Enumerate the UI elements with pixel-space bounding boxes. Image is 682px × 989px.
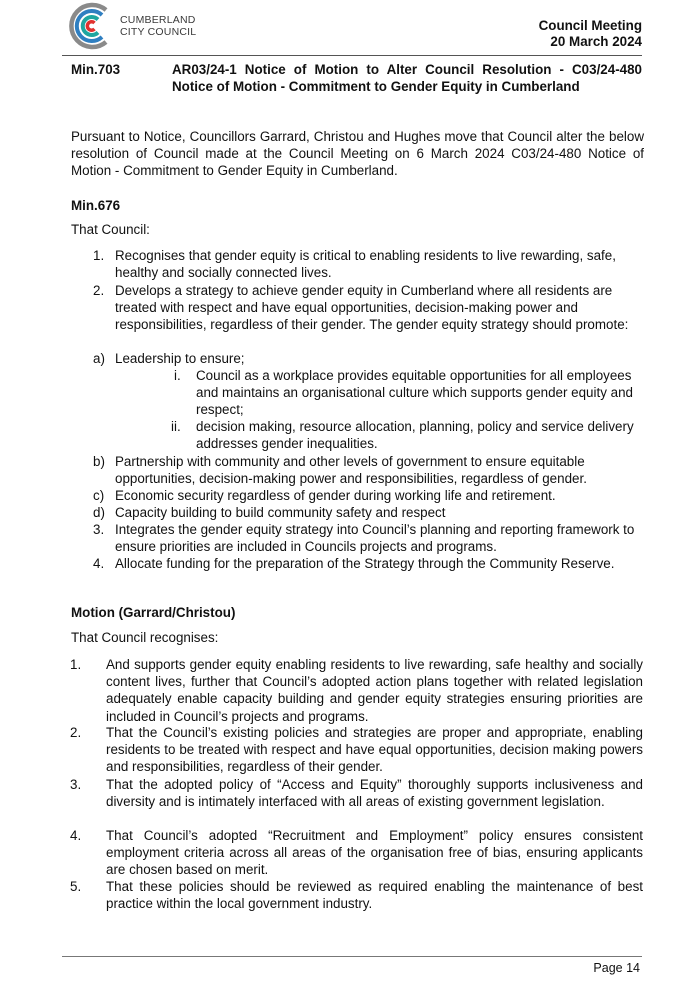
list-text: Capacity building to build community safety and respect: [115, 505, 446, 520]
list-marker: a): [93, 351, 105, 366]
minute-number: Min.703: [71, 62, 121, 77]
list-item: [70, 656, 643, 725]
list-marker: i.: [174, 368, 181, 383]
page-number: Page 14: [593, 961, 640, 975]
footer-divider: [62, 956, 642, 957]
list-marker: b): [93, 454, 105, 469]
list-item: [70, 827, 643, 879]
list-item: [70, 878, 643, 912]
list-text: Recognises that gender equity is critical to enabling residents to live rewarding, safe, healthy and socially connected lives.: [115, 248, 616, 281]
list-marker: ii.: [171, 419, 181, 434]
motion-lead: That Council recognises:: [71, 630, 219, 645]
list-marker: 2.: [70, 725, 82, 740]
list-text: Integrates the gender equity strategy into Council’s planning and reporting framework to ensure priorities are included in Councils projects and programs.: [115, 522, 635, 555]
minute-title: AR03/24-1 Notice of Motion to Alter Council Resolution - C03/24-480 Notice of Motion - Commitment to Gender Equity in Cumberland: [172, 62, 642, 95]
list-item: [93, 282, 645, 334]
list-item: [93, 555, 645, 572]
list-marker: d): [93, 505, 105, 520]
list-item: [70, 776, 643, 810]
list-item: [174, 367, 642, 419]
list-marker: 4.: [93, 556, 105, 571]
list-marker: 4.: [70, 828, 82, 843]
original-lead: That Council:: [71, 222, 150, 237]
list-item: [93, 504, 645, 521]
intro-paragraph: Pursuant to Notice, Councillors Garrard, Christou and Hughes move that Council alter the below resolution of Council made at the Council Meeting on 6 March 2024 C03/24-480 Notice of Motion - Commitment to Gender Equity in Cumberland.: [71, 129, 644, 179]
motion-heading: Motion (Garrard/Christou): [71, 605, 236, 620]
list-text: Leadership to ensure;: [115, 351, 245, 366]
list-text: Economic security regardless of gender during working life and retirement.: [115, 488, 556, 503]
list-text: Allocate funding for the preparation of the Strategy through the Community Reserve.: [115, 556, 615, 571]
list-marker: 3.: [70, 777, 82, 792]
list-text: decision making, resource allocation, planning, policy and service delivery addresses gender inequalities.: [196, 419, 634, 452]
org-name-line2: CITY COUNCIL: [120, 26, 197, 38]
list-text: That Council’s adopted “Recruitment and Employment” policy ensures consistent employment criteria across all areas of the organisation free of bias, ensuring applicants are chosen based on merit.: [106, 828, 643, 878]
list-text: Partnership with community and other levels of government to ensure equitable opportunities, decision-making power and responsibilities, regardless of gender.: [115, 454, 587, 487]
list-item: [93, 487, 645, 504]
list-text: That these policies should be reviewed as required enabling the maintenance of best practice within the local government industry.: [106, 879, 643, 912]
list-marker: 5.: [70, 879, 82, 894]
cumberland-logo-icon: [66, 0, 114, 52]
list-marker: 2.: [93, 283, 105, 298]
header-divider: [62, 55, 642, 56]
list-item: [93, 521, 645, 555]
meeting-name: Council Meeting: [538, 18, 642, 33]
list-text: Council as a workplace provides equitable opportunities for all employees and maintains an organisational culture which supports gender equity and respect;: [196, 368, 633, 418]
list-text: That the Council’s existing policies and strategies are proper and appropriate, enabling residents to be treated with respect and have equal opportunities, decision making powers and responsibilities, regardless of their gender.: [106, 725, 643, 775]
org-name: [120, 14, 196, 38]
list-marker: c): [93, 488, 105, 503]
meeting-date: 20 March 2024: [550, 34, 642, 49]
list-item: [171, 418, 642, 452]
org-name-line1: CUMBERLAND: [120, 14, 196, 26]
list-text: Develops a strategy to achieve gender equity in Cumberland where all residents are treated with respect and have equal opportunities, decision-making power and responsibilities, regardless of their gender. The gender equity strategy should promote:: [115, 283, 629, 333]
original-heading: Min.676: [71, 198, 121, 213]
list-marker: 1.: [93, 248, 105, 263]
list-marker: 3.: [93, 522, 105, 537]
list-item: [70, 724, 643, 776]
list-item: [93, 350, 645, 367]
list-marker: 1.: [70, 657, 82, 672]
list-item: [93, 453, 645, 487]
list-text: And supports gender equity enabling residents to live rewarding, safe healthy and socially content lives, further that Council’s adopted action plans together with related legislation adequately enable capacity building and gender equity strategies ensuring priorities are included in Council’s projects and programs.: [106, 657, 643, 724]
list-text: That the adopted policy of “Access and Equity” thoroughly supports inclusiveness and diversity and is intimately interfaced with all areas of existing government legislation.: [106, 777, 643, 810]
list-item: [93, 247, 645, 281]
meeting-header: [539, 18, 642, 50]
